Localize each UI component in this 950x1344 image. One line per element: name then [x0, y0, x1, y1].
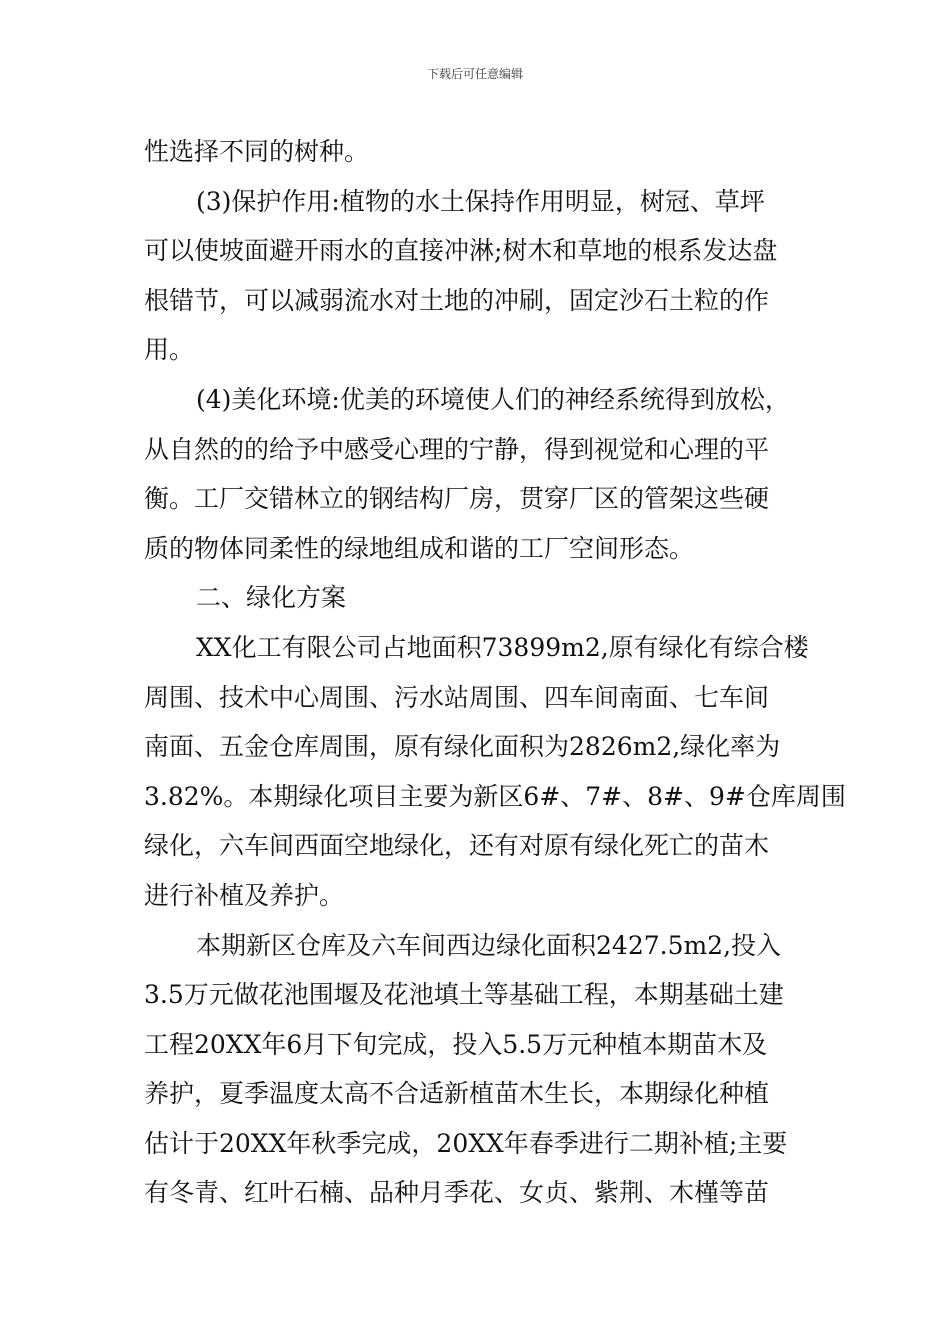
- text-line: XX化工有限公司占地面积73899m2,原有绿化有综合楼: [196, 632, 809, 662]
- text-line: 南面、五金仓库周围，原有绿化面积为2826m2,绿化率为: [144, 732, 781, 762]
- text-line: 可以使坡面避开雨水的直接冲淋;树木和草地的根系发达盘: [144, 236, 778, 266]
- text-line: 工程20XX年6月下旬完成，投入5.5万元种植本期苗木及: [144, 1029, 768, 1059]
- text-line: 有冬青、红叶石楠、品种月季花、女贞、紫荆、木槿等苗: [144, 1178, 770, 1208]
- text-line: (4)美化环境:优美的环境使人们的神经系统得到放松，: [196, 384, 790, 414]
- text-line: 估计于20XX年秋季完成，20XX年春季进行二期补植;主要: [144, 1128, 788, 1158]
- text-line: 衡。工厂交错林立的钢结构厂房，贯穿厂区的管架这些硬: [144, 484, 770, 514]
- text-line: 养护，夏季温度太高不合适新植苗木生长，本期绿化种植: [144, 1079, 770, 1109]
- text-line: 3.82%。本期绿化项目主要为新区6#、7#、8#、9#仓库周围: [144, 781, 846, 811]
- text-line: 从自然的的给予中感受心理的宁静，得到视觉和心理的平: [144, 434, 770, 464]
- text-line: 质的物体同柔性的绿地组成和谐的工厂空间形态。: [144, 533, 695, 563]
- section-heading: 二、绿化方案: [196, 583, 347, 613]
- document-body: [144, 127, 846, 1218]
- text-line: (3)保护作用:植物的水土保持作用明显，树冠、草坪: [196, 186, 765, 216]
- text-line: 根错节，可以减弱流水对土地的冲刷，固定沙石土粒的作: [144, 285, 770, 315]
- text-line: 用。: [144, 335, 195, 365]
- text-line: 性选择不同的树种。: [144, 137, 370, 166]
- text-line: 本期新区仓库及六车间西边绿化面积2427.5m2,投入: [196, 930, 782, 960]
- text-line: 3.5万元做花池围堰及花池填土等基础工程，本期基础土建: [144, 980, 784, 1010]
- text-line: 进行补植及养护。: [144, 880, 345, 910]
- header-note: 下载后可任意编辑: [426, 67, 523, 81]
- text-line: 周围、技术中心周围、污水站周围、四车间南面、七车间: [144, 682, 770, 712]
- text-line: 绿化，六车间西面空地绿化，还有对原有绿化死亡的苗木: [144, 831, 770, 861]
